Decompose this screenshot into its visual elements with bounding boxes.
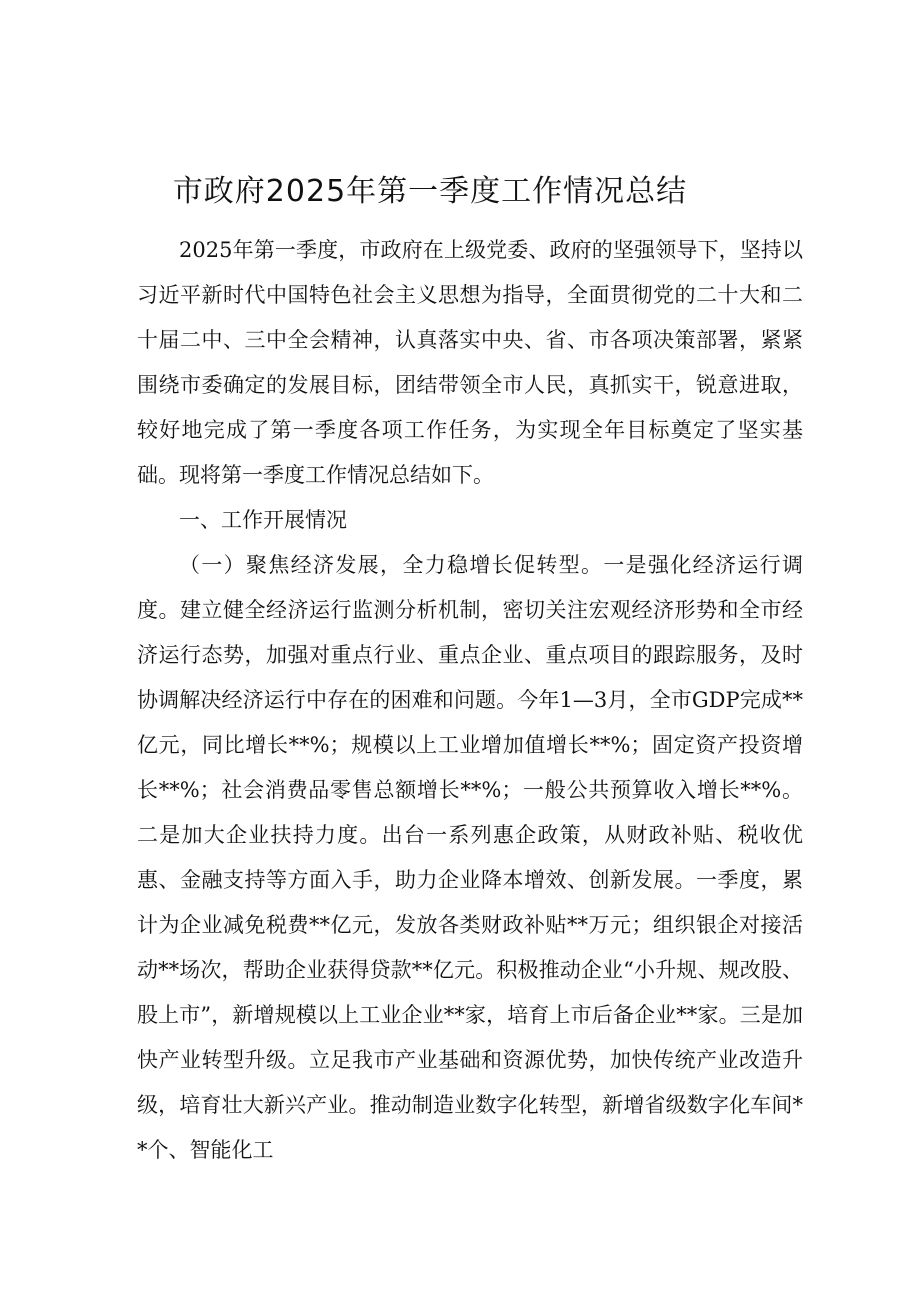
document-title: 市政府2025年第一季度工作情况总结 [172, 174, 688, 209]
document-body [137, 228, 803, 1173]
intro-paragraph: 2025年第一季度，市政府在上级党委、政府的坚强领导下，坚持以习近平新时代中国特色社会主义思想为指导，全面贯彻党的二十大和二十届二中、三中全会精神，认真落实中央、省、市各项决策部署，紧紧围绕市委确定的发展目标，团结带领全市人民，真抓实干，锐意进取，较好地完成了第一季度各项工作任务，为实现全年目标奠定了坚实基础。现将第一季度工作情况总结如下。 [137, 238, 803, 487]
section-paragraph: （一）聚焦经济发展，全力稳增长促转型。一是强化经济运行调度。建立健全经济运行监测分析机制，密切关注宏观经济形势和全市经济运行态势，加强对重点行业、重点企业、重点项目的跟踪服务，及时协调解决经济运行中存在的困难和问题。今年1—3月，全市GDP完成**亿元，同比增长**%；规模以上工业增加值增长**%；固定资产投资增长**%；社会消费品零售总额增长**%；一般公共预算收入增长**%。二是加大企业扶持力度。出台一系列惠企政策，从财政补贴、税收优惠、金融支持等方面入手，助力企业降本增效、创新发展。一季度，累计为企业减免税费**亿元，发放各类财政补贴**万元；组织银企对接活动**场次，帮助企业获得贷款**亿元。积极推动企业“小升规、规改股、股上市”，新增规模以上工业企业**家，培育上市后备企业**家。三是加快产业转型升级。立足我市产业基础和资源优势，加快传统产业改造升级，培育壮大新兴产业。推动制造业数字化转型，新增省级数字化车间**个、智能化工 [137, 553, 803, 1162]
section-heading: 一、工作开展情况 [179, 508, 347, 532]
